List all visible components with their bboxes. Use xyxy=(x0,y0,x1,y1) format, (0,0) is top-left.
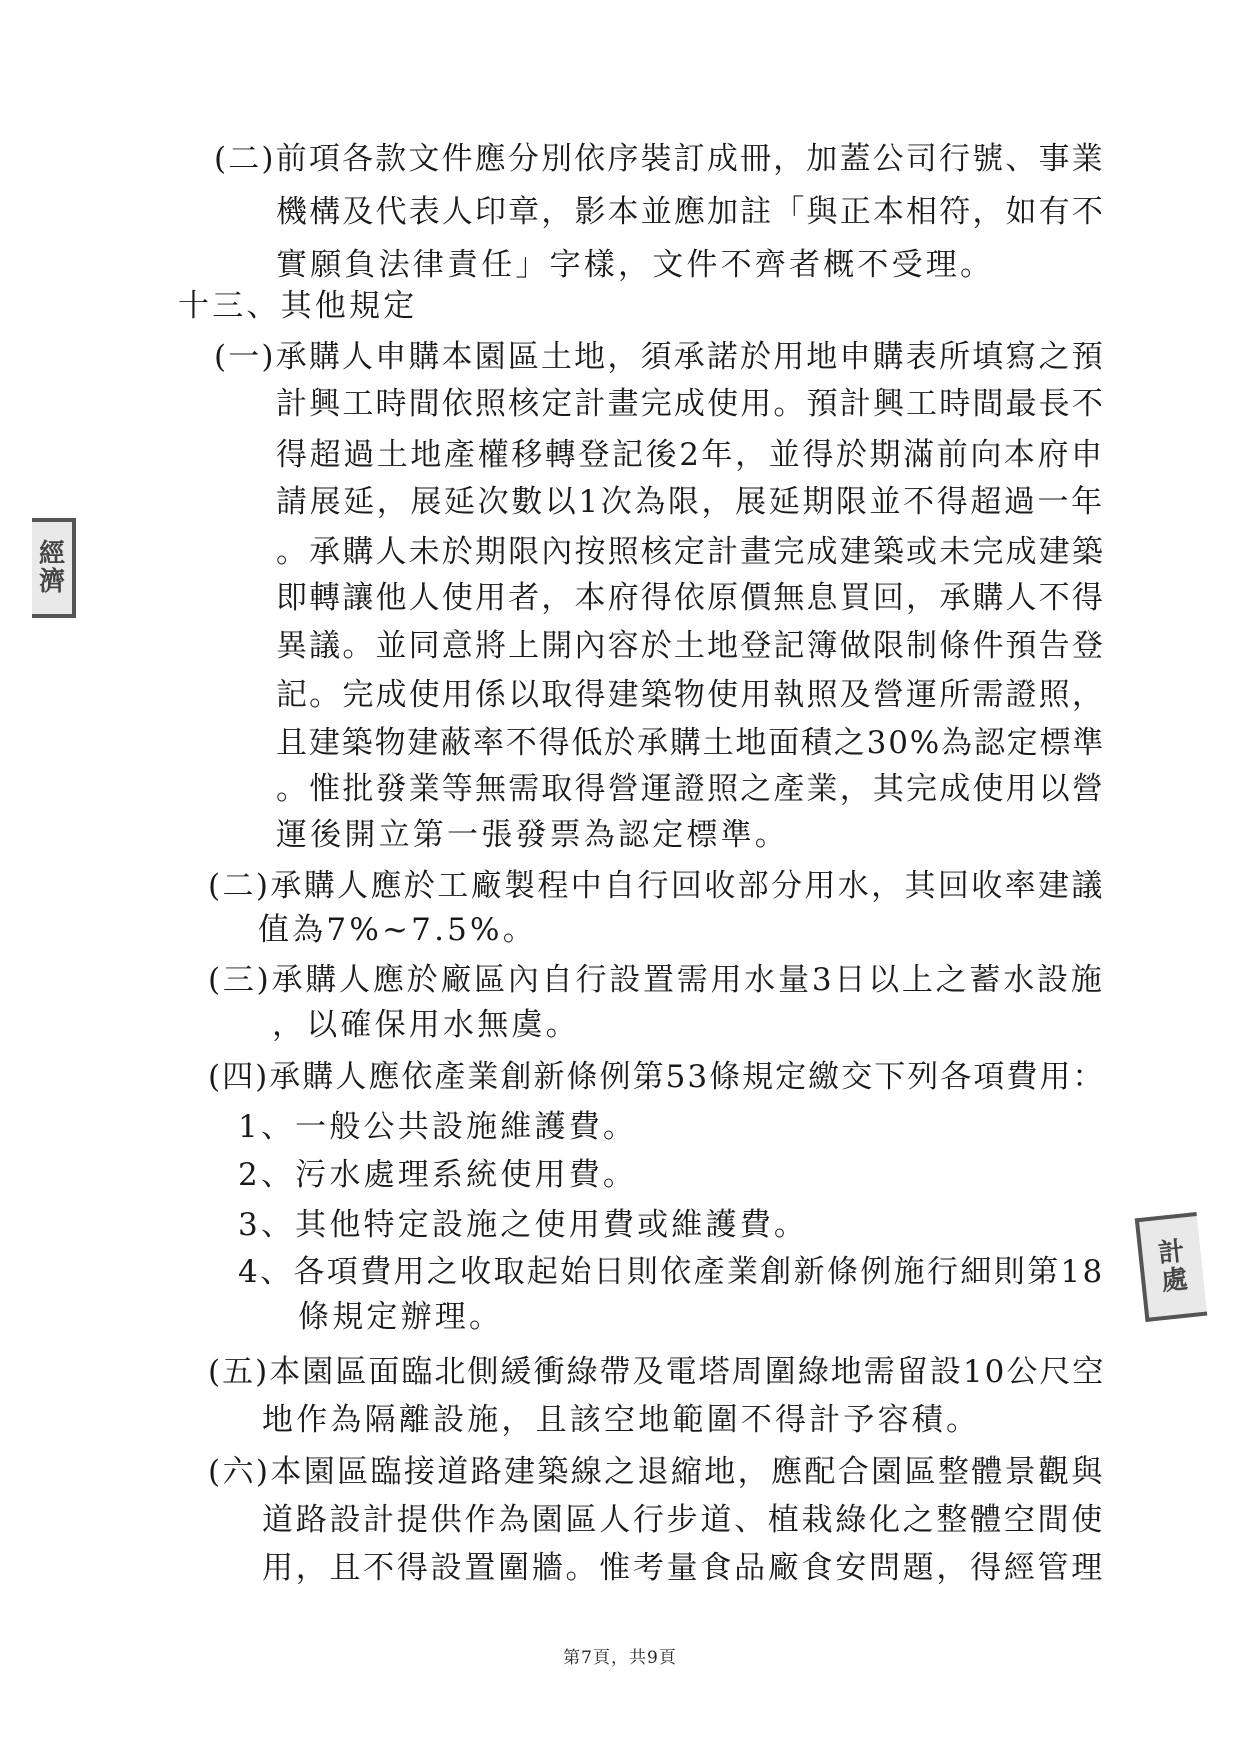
seal-stamp-right: 計 處 xyxy=(1135,1212,1208,1322)
text-line: 用，且不得設置圍牆。惟考量食品廠食安問題，得經管理 xyxy=(262,1550,1105,1586)
text-line: 值為7%~7.5%。 xyxy=(258,912,537,948)
text-line: (二)承購人應於工廠製程中自行回收部分用水，其回收率建議 xyxy=(208,868,1105,904)
text-line: 得超過土地產權移轉登記後2年，並得於期滿前向本府申 xyxy=(276,437,1105,473)
text-line: 異議。並同意將上開內容於土地登記簿做限制條件預告登 xyxy=(276,628,1105,664)
text-line: 。承購人未於期限內按照核定計畫完成建築或未完成建築 xyxy=(276,534,1105,570)
text-line: 地作為隔離設施，且該空地範圍不得計予容積。 xyxy=(262,1402,981,1438)
text-line: ，以確保用水無虞。 xyxy=(272,1007,580,1043)
text-line: (二)前項各款文件應分別依序裝訂成冊，加蓋公司行號、事業 xyxy=(214,141,1105,177)
text-line: 且建築物建蔽率不得低於承購土地面積之30%為認定標準 xyxy=(276,725,1106,761)
text-line: 計興工時間依照核定計畫完成使用。預計興工時間最長不 xyxy=(276,386,1105,422)
text-line: (四)承購人應依產業創新條例第53條規定繳交下列各項費用： xyxy=(208,1059,1106,1095)
text-line: 。惟批發業等無需取得營運證照之產業，其完成使用以營 xyxy=(276,771,1105,807)
text-line: (五)本園區面臨北側緩衝綠帶及電塔周圍綠地需留設10公尺空 xyxy=(208,1354,1106,1390)
text-line: (六)本園區臨接道路建築線之退縮地，應配合園區整體景觀與 xyxy=(208,1454,1105,1490)
list-item: 3、其他特定設施之使用費或維護費。 xyxy=(238,1207,809,1243)
text-line: 運後開立第一張發票為認定標準。 xyxy=(276,817,789,853)
text-line: (三)承購人應於廠區內自行設置需用水量3日以上之蓄水設施 xyxy=(208,962,1105,998)
text-line: 機構及代表人印章，影本並應加註「與正本相符，如有不 xyxy=(276,194,1105,230)
list-item: 1、一般公共設施維護費。 xyxy=(238,1109,638,1145)
text-line: 請展延，展延次數以1次為限，展延期限並不得超過一年 xyxy=(276,484,1105,520)
text-line: 記。完成使用係以取得建築物使用執照及營運所需證照， xyxy=(276,677,1105,713)
text-line: 條規定辦理。 xyxy=(298,1299,504,1335)
list-item: 2、污水處理系統使用費。 xyxy=(238,1157,638,1193)
page-number: 第7頁，共9頁 xyxy=(563,1648,677,1668)
text-line: 即轉讓他人使用者，本府得依原價無息買回，承購人不得 xyxy=(276,580,1105,616)
section-heading: 十三、其他規定 xyxy=(178,288,418,324)
text-line: (一)承購人申購本園區土地，須承諾於用地申購表所填寫之預 xyxy=(214,339,1105,375)
text-line: 實願負法律責任」字樣，文件不齊者概不受理。 xyxy=(276,247,995,283)
text-line: 道路設計提供作為園區人行步道、植栽綠化之整體空間使 xyxy=(262,1502,1105,1538)
list-item: 4、各項費用之收取起始日則依產業創新條例施行細則第18 xyxy=(238,1254,1105,1290)
seal-stamp-left: 經 濟 xyxy=(32,518,76,618)
